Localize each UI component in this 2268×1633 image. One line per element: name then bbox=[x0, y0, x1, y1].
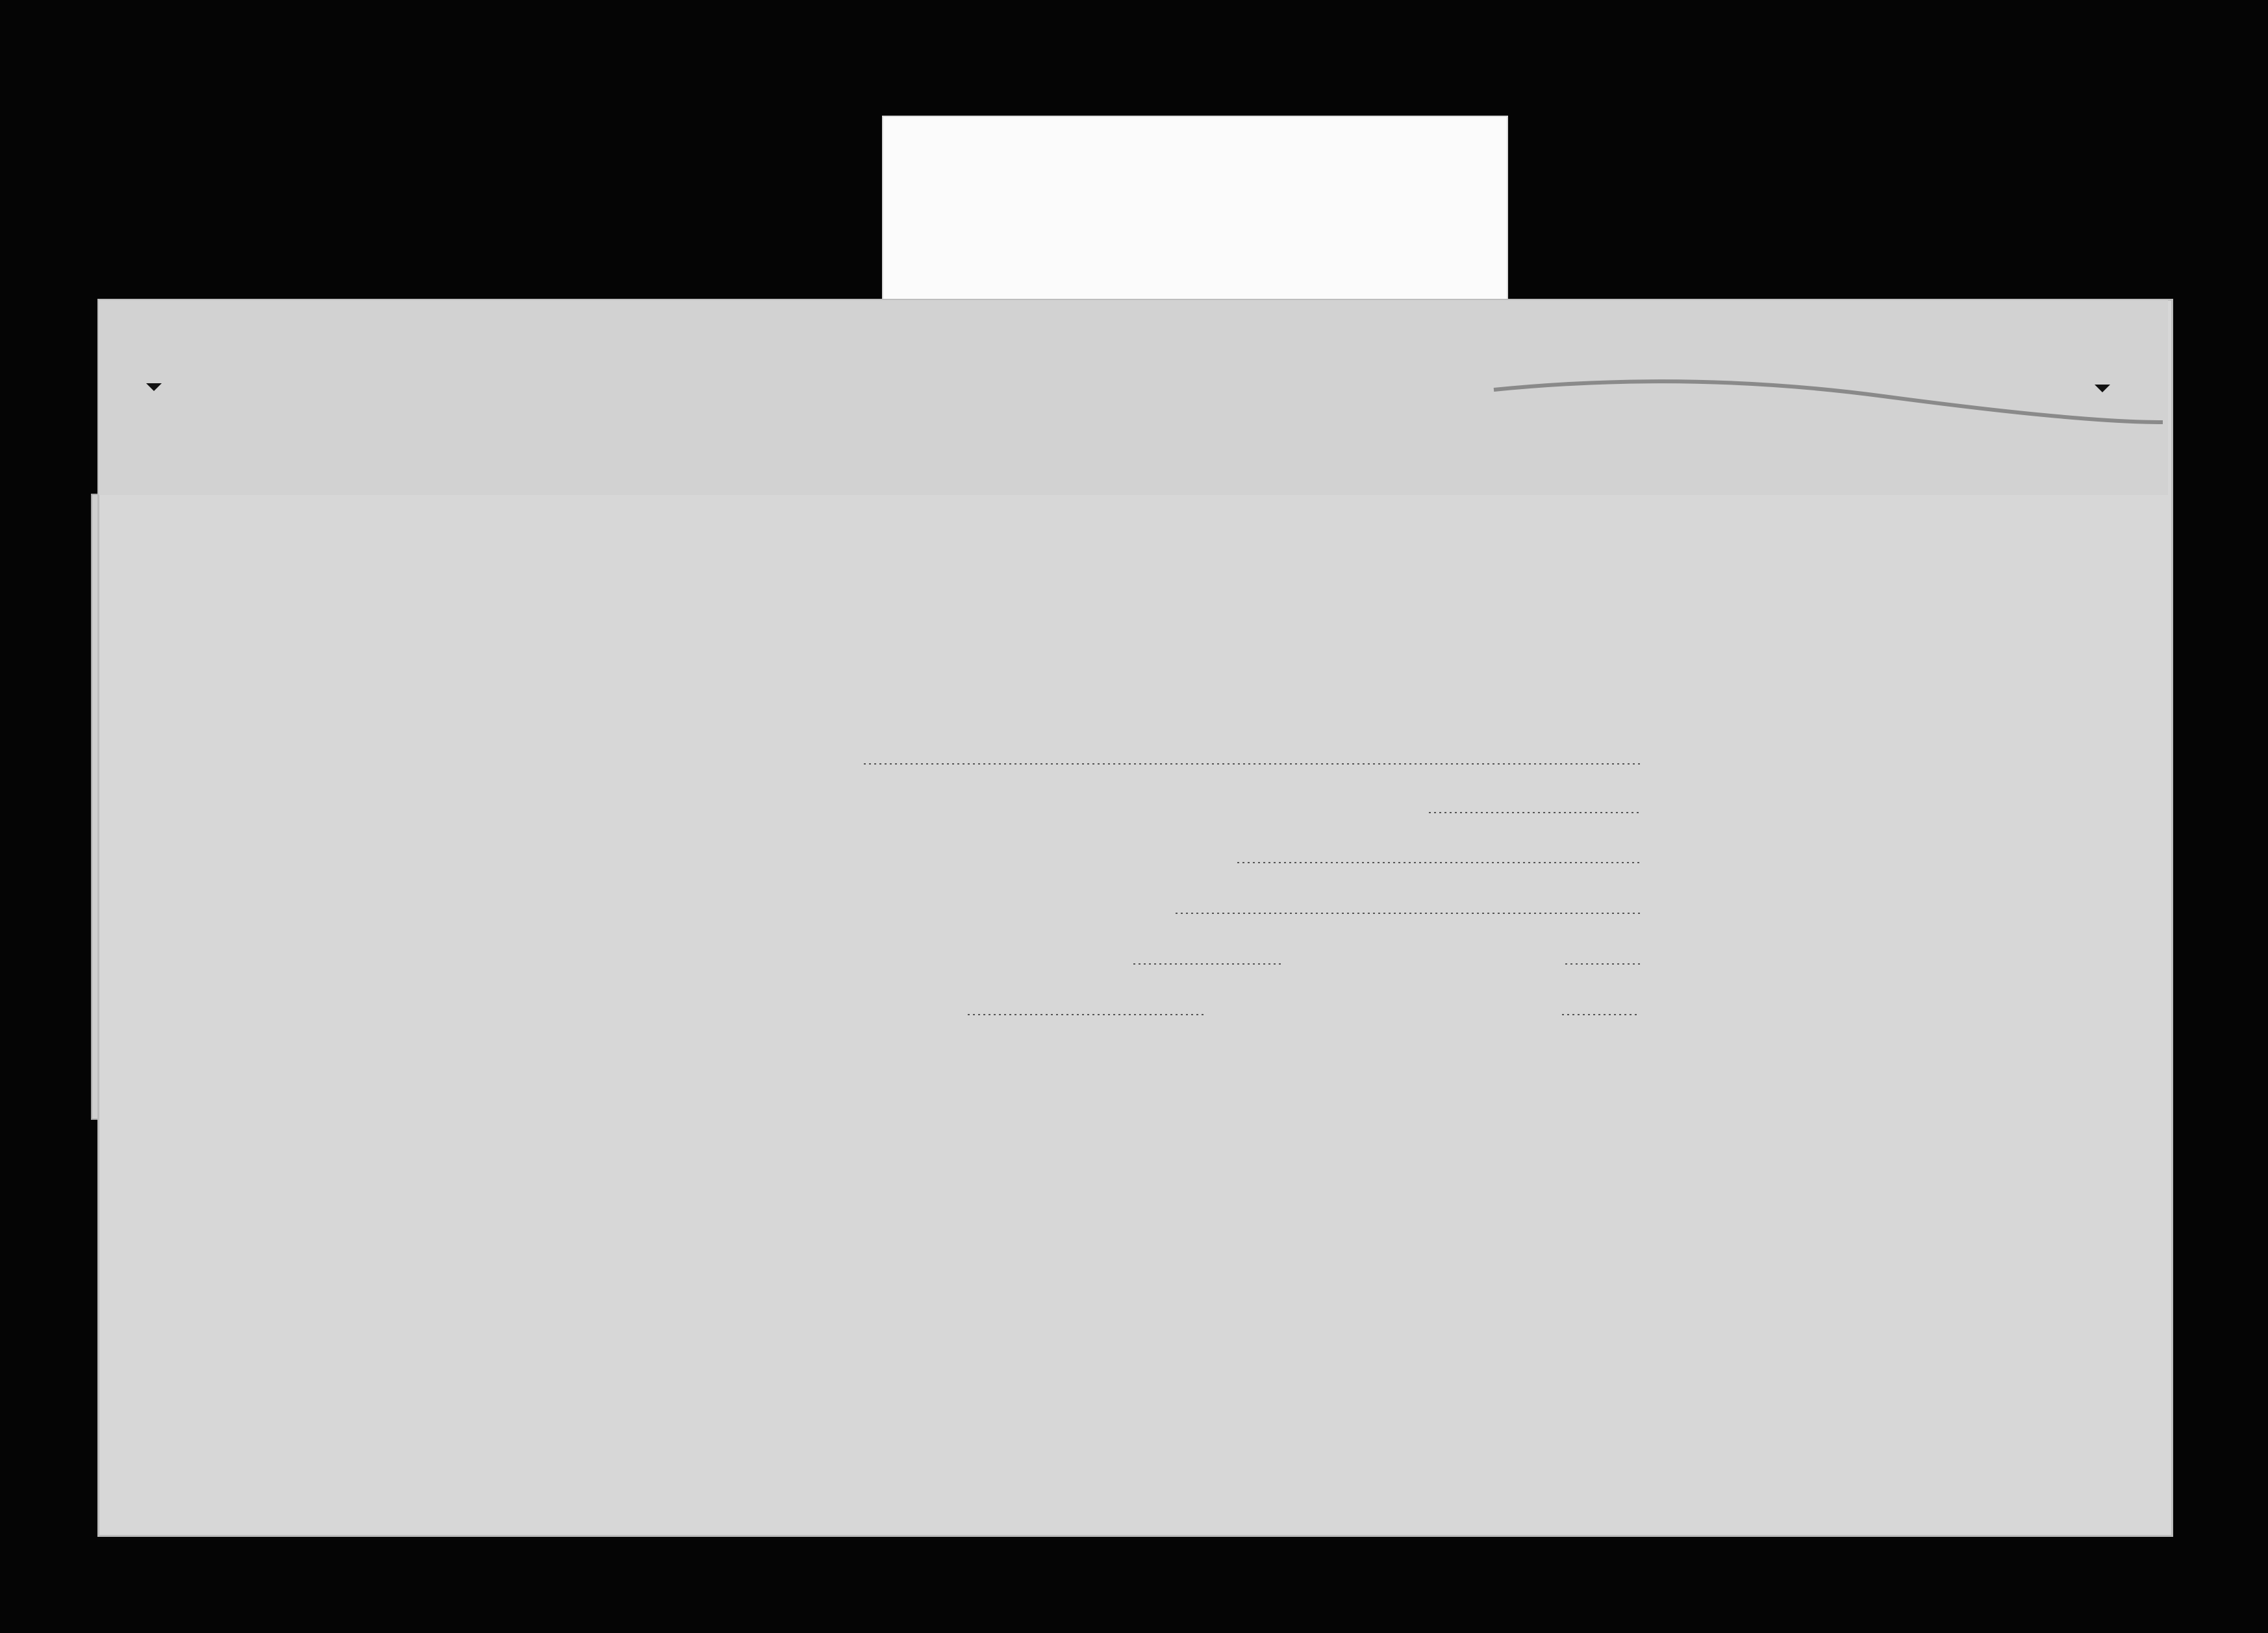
damaged-top-strip bbox=[99, 300, 2168, 495]
